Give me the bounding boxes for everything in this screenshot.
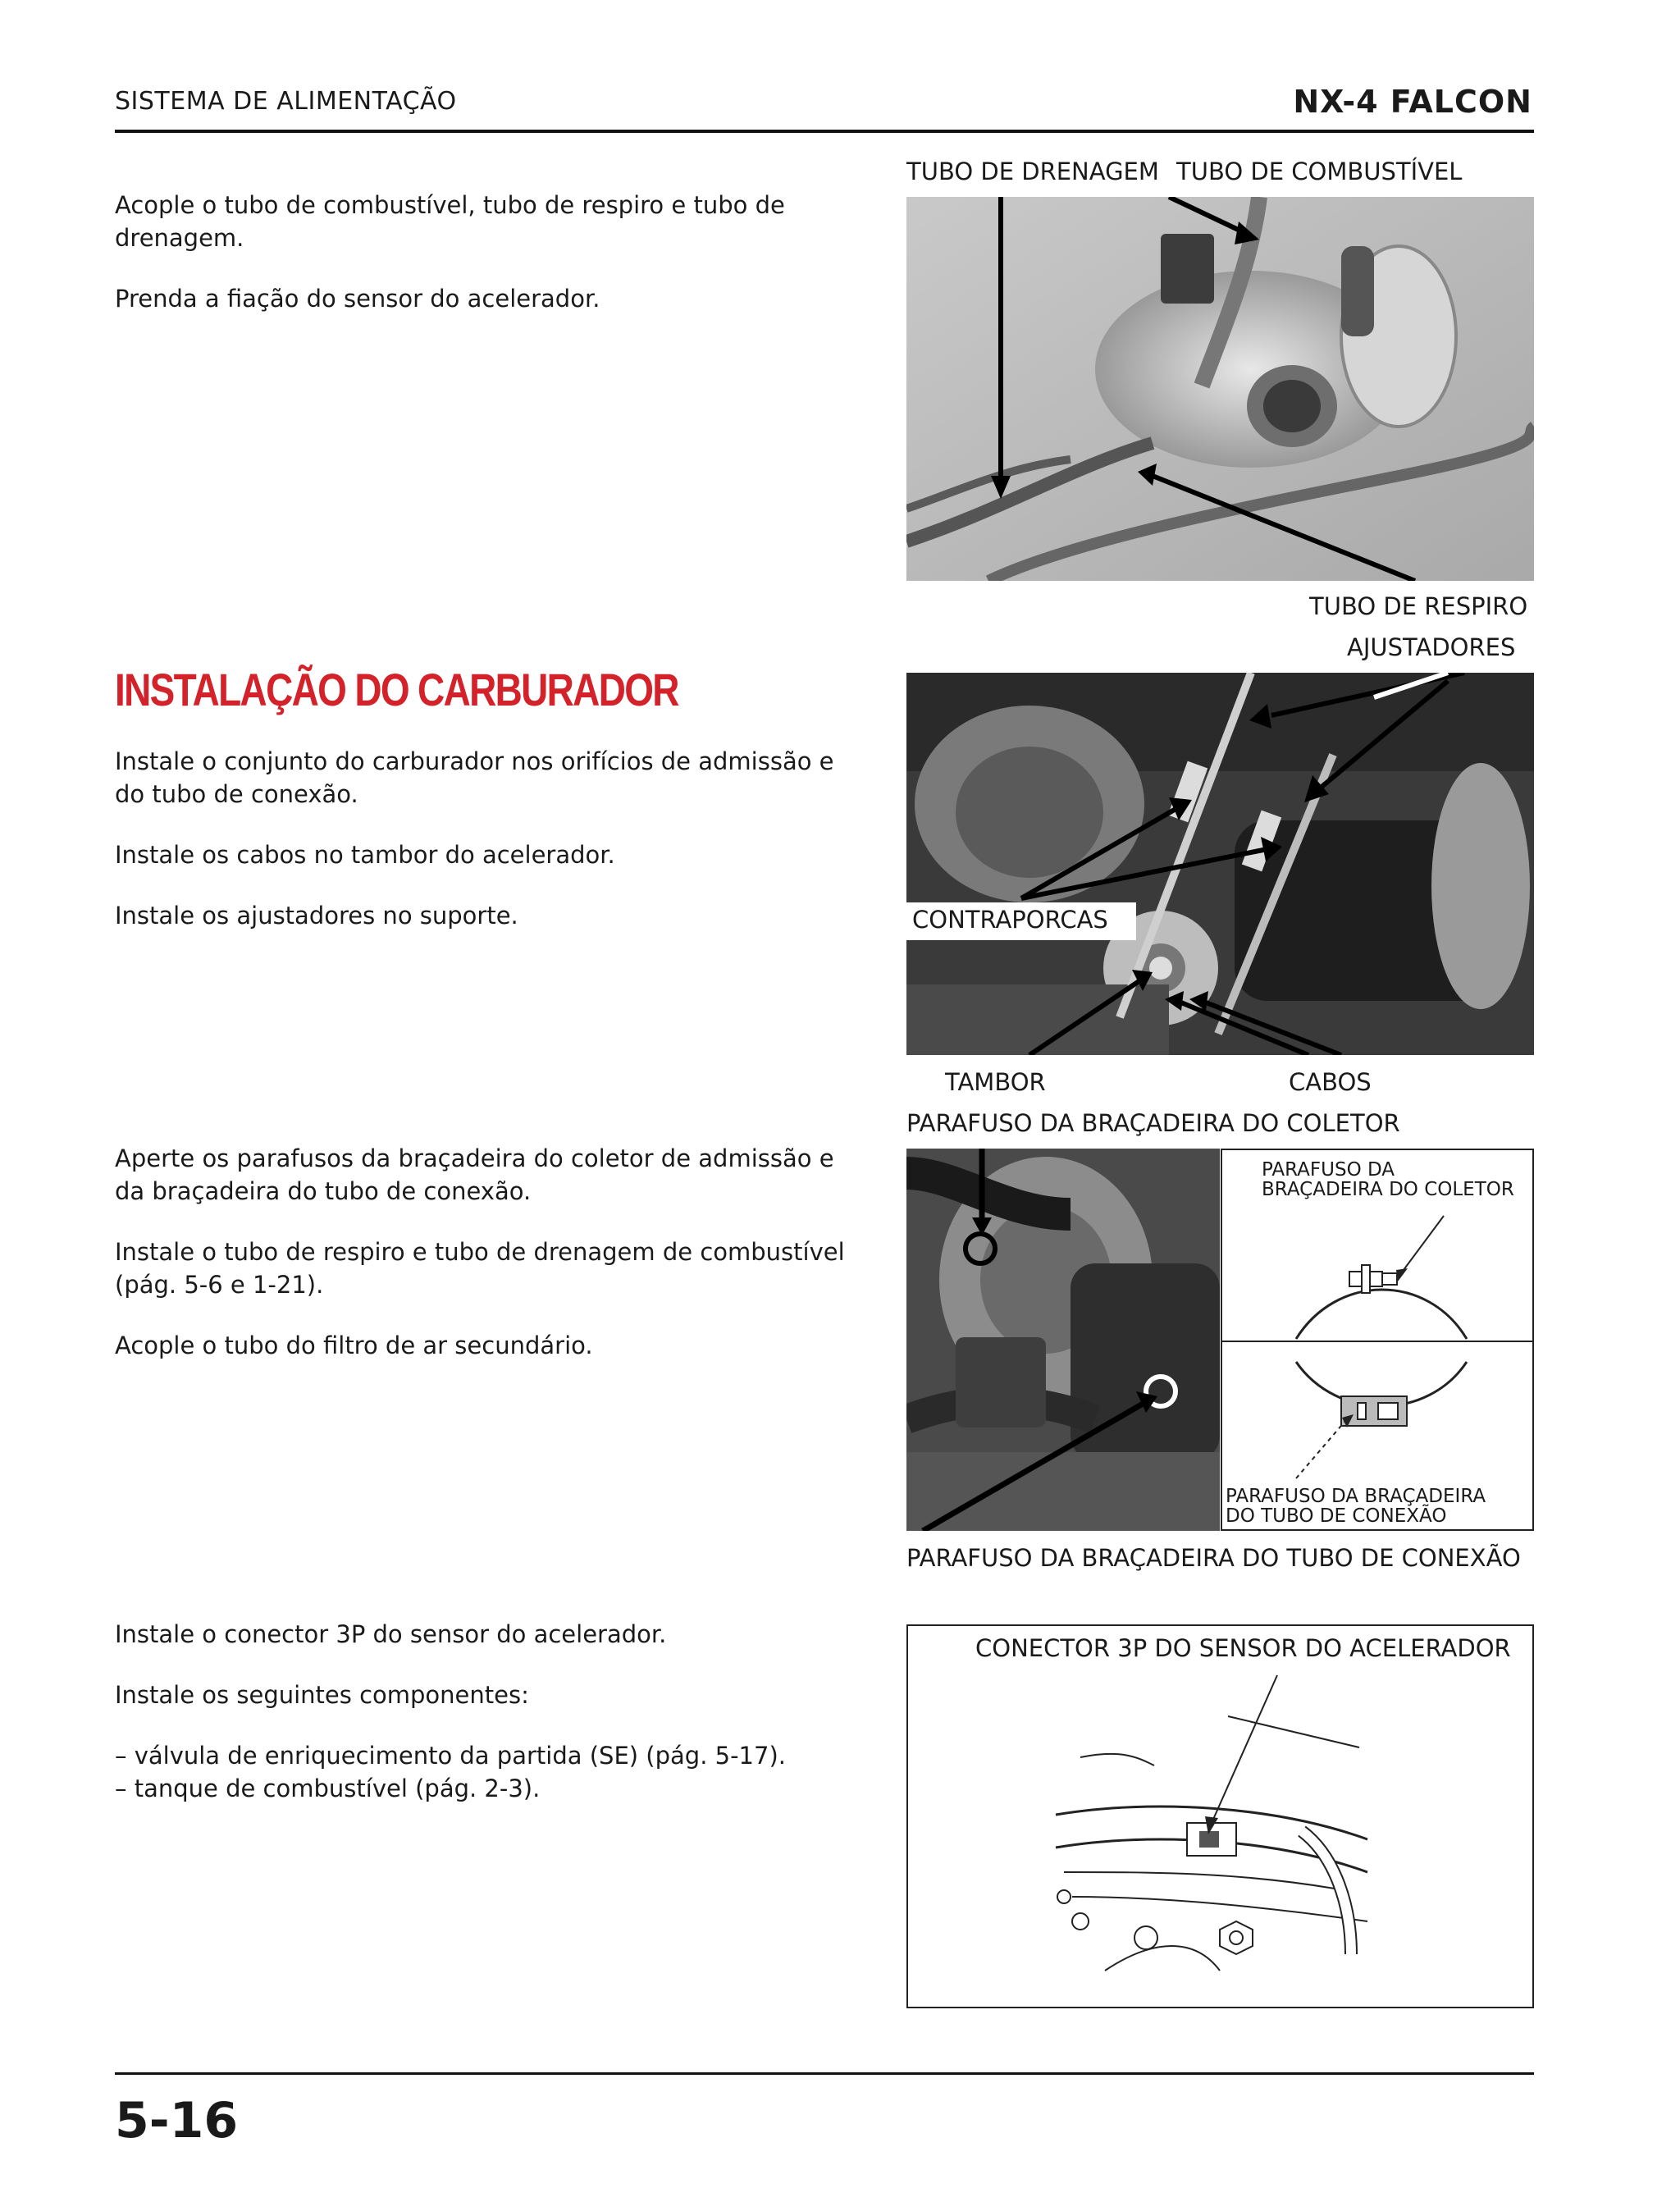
block2-paragraph: Instale os ajustadores no suporte. xyxy=(115,902,518,930)
block1-text xyxy=(115,189,853,315)
label-cables: CABOS xyxy=(1289,1068,1372,1096)
carburetor-tubes-photo xyxy=(906,197,1534,581)
label-collector-clamp-screw: PARAFUSO DA BRAÇADEIRA DO COLETOR xyxy=(906,1109,1400,1137)
label-adjusters: AJUSTADORES xyxy=(1347,633,1516,661)
block1-paragraph: Prenda a fiação do sensor do acelerador. xyxy=(115,285,600,313)
footer-rule xyxy=(115,2072,1534,2075)
block4-list-item: – válvula de enriquecimento da partida (SE) (pág. 5-17). xyxy=(115,1742,786,1770)
block2-paragraph: Instale os cabos no tambor do acelerador. xyxy=(115,841,615,869)
block4-list-item: – tanque de combustível (pág. 2-3). xyxy=(115,1775,541,1802)
throttle-cables-photo xyxy=(906,673,1534,1055)
block3-paragraph: Instale o tubo de respiro e tubo de drenagem de combustível (pág. 5-6 e 1-21). xyxy=(115,1238,845,1299)
header-rule xyxy=(115,130,1534,133)
clamp-screws-inset-diagram xyxy=(1221,1149,1534,1531)
block4-paragraph: Instale os seguintes componentes: xyxy=(115,1681,529,1709)
header-section-title: SISTEMA DE ALIMENTAÇÃO xyxy=(115,87,457,116)
block2-paragraph: Instale o conjunto do carburador nos orifícios de admissão e do tubo de conexão. xyxy=(115,747,834,808)
section-title: INSTALAÇÃO DO CARBURADOR xyxy=(115,664,678,715)
label-connector-3p: CONECTOR 3P DO SENSOR DO ACELERADOR xyxy=(975,1634,1511,1662)
inset-label-collector-line2: BRAÇADEIRA DO COLETOR xyxy=(1262,1179,1514,1200)
block4-paragraph: Instale o conector 3P do sensor do acelerador. xyxy=(115,1620,667,1648)
block3-text xyxy=(115,1142,853,1362)
block1-paragraph: Acople o tubo de combustível, tubo de respiro e tubo de drenagem. xyxy=(115,191,785,252)
page-number: 5-16 xyxy=(115,2092,239,2149)
label-locknuts: CONTRAPORCAS xyxy=(912,906,1108,934)
block3-paragraph: Acople o tubo do filtro de ar secundário. xyxy=(115,1332,593,1359)
inset-label-connection-line2: DO TUBO DE CONEXÃO xyxy=(1226,1505,1447,1527)
label-fuel-tube: TUBO DE COMBUSTÍVEL xyxy=(1176,158,1463,185)
block3-paragraph: Aperte os parafusos da braçadeira do coletor de admissão e da braçadeira do tubo de conexão. xyxy=(115,1144,834,1205)
label-drum: TAMBOR xyxy=(945,1068,1046,1096)
clamp-screws-photo xyxy=(906,1149,1220,1531)
throttle-sensor-connector-diagram xyxy=(906,1624,1534,2008)
label-breather-tube: TUBO DE RESPIRO xyxy=(1309,592,1528,620)
inset-label-collector-line1: PARAFUSO DA xyxy=(1262,1159,1395,1181)
label-drain-tube: TUBO DE DRENAGEM xyxy=(906,158,1159,185)
block4-text xyxy=(115,1618,853,1805)
header-model-name: NX-4 FALCON xyxy=(1293,84,1532,120)
inset-label-connection-line1: PARAFUSO DA BRAÇADEIRA xyxy=(1226,1486,1486,1507)
label-connection-tube-clamp-screw: PARAFUSO DA BRAÇADEIRA DO TUBO DE CONEXÃO xyxy=(906,1544,1521,1572)
block2-text xyxy=(115,745,853,932)
